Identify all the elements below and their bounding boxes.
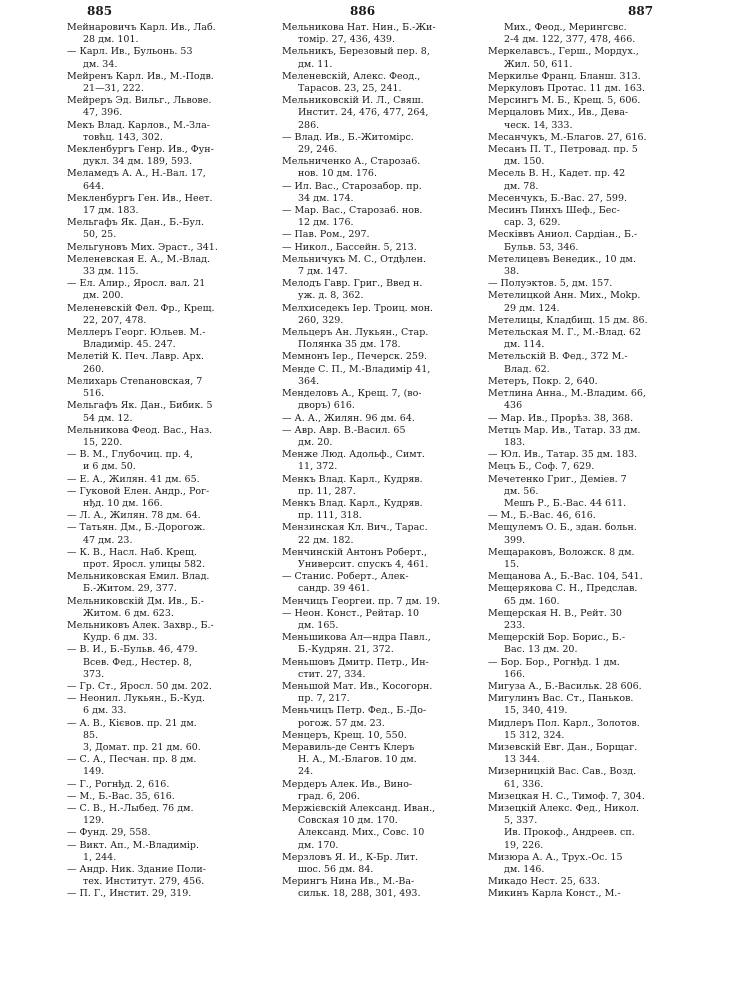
directory-entry-line: Кудр. 6 дм. 33.	[83, 632, 158, 644]
directory-entry-line: Меркилье Франц. Бланш. 313.	[488, 70, 641, 82]
directory-entry-line: 129.	[83, 815, 105, 827]
directory-entry-line: Мерсингъ М. Б., Крещ. 5, 606.	[488, 95, 641, 107]
directory-entry-line: — М., Б.-Вас. 35, 616.	[67, 790, 175, 802]
directory-entry-line: 11, 372.	[298, 461, 338, 473]
directory-entry-line: дм. 200.	[83, 290, 124, 302]
directory-entry-line: дм. 146.	[504, 864, 545, 876]
directory-entry-line: — В. И., Б.-Бульв. 46, 479.	[67, 644, 198, 656]
directory-entry-line: Мельгуновъ Мих. Эраст., 341.	[67, 241, 218, 253]
directory-entry-line: Мечетенко Григ., Деміев. 7	[488, 473, 627, 485]
directory-entry-line: 13 344.	[504, 754, 541, 766]
directory-entry-line: 22 дм. 182.	[298, 534, 354, 546]
directory-entry-line: Меньшикова Ал—ндра Павл.,	[282, 632, 431, 644]
directory-entry-line: Месанчукъ, М.-Благов. 27, 616.	[488, 131, 647, 143]
directory-entry-line: — Влад. Ив., Б.-Житомірс.	[282, 131, 414, 143]
directory-entry-line: Мещерскій Бор. Борис., Б.-	[488, 632, 626, 644]
directory-entry-line: 54 дм. 12.	[83, 412, 133, 424]
directory-entry-line: 29, 246.	[298, 144, 338, 156]
directory-entry-line: Тарасов. 23, 25, 241.	[298, 83, 402, 95]
directory-entry-line: 1, 244.	[83, 851, 117, 863]
directory-entry-line: Мелодъ Гавр. Григ., Введ н.	[282, 278, 423, 290]
directory-entry-line: 24.	[298, 766, 314, 778]
directory-entry-line: Менцеръ, Крещ. 10, 550.	[282, 729, 407, 741]
directory-entry-line: — Никол., Бассейн. 5, 213.	[282, 241, 417, 253]
directory-entry-line: Метеръ, Покр. 2, 640.	[488, 375, 598, 387]
directory-entry-line: Микинъ Карла Конст., М.-	[488, 888, 621, 900]
directory-entry-line: Микадо Нест. 25, 633.	[488, 876, 601, 888]
directory-entry-line: — Неон. Конст., Рейтар. 10	[282, 607, 420, 619]
directory-entry-line: Мельцеръ Ан. Лукьян., Стар.	[282, 327, 429, 339]
directory-entry-line: Мензинская Кл. Вич., Тарас.	[282, 522, 428, 534]
directory-entry-line: 22, 207, 478.	[83, 314, 147, 326]
directory-entry-line: Мещерякова С. Н., Предслав.	[488, 583, 638, 595]
directory-entry-line: 33 дм. 115.	[83, 266, 139, 278]
directory-entry-line: 3, Домат. пр. 21 дм. 60.	[83, 741, 201, 753]
directory-entry-line: 29 дм. 124.	[504, 302, 560, 314]
directory-entry-line: Мейнаровичъ Карл. Ив., Лаб.	[67, 22, 216, 33]
directory-entry-line: Мелeневская Е. А., М.-Влад.	[67, 253, 210, 265]
directory-entry-line: Мекленбургъ Ген. Ив., Неет.	[67, 192, 213, 204]
directory-entry-line: Менчицъ Георгеи. пр. 7 дм. 19.	[282, 595, 441, 607]
directory-entry-line: пр. 11, 287.	[298, 485, 356, 497]
directory-entry-line: 19, 226.	[504, 839, 544, 851]
directory-entry-line: Мейреръ Эд. Вильг., Львове.	[67, 95, 212, 107]
directory-entry-line: Мещулемъ О. Б., здан. больн.	[488, 522, 637, 534]
directory-entry-line: дм. 20.	[298, 436, 333, 448]
directory-entry-line: дм. 56.	[504, 485, 539, 497]
directory-entry-line: Меллеръ Георг. Юльев. М.-	[67, 327, 206, 339]
directory-entry-line: Мельникъ, Березовый пер. 8,	[282, 46, 430, 58]
directory-entry-line: Всев. Фед., Нестер. 8,	[83, 656, 193, 668]
directory-entry-line: 15 312, 324.	[504, 729, 565, 741]
directory-entry-line: Меравиль-де Сентъ Клеръ	[282, 741, 415, 753]
directory-entry-line: — Мар. Ив., Прорѣз. 38, 368.	[488, 412, 634, 424]
directory-entry-line: — Андр. Ник. Здание Поли-	[67, 864, 206, 876]
directory-entry-line: 85.	[83, 729, 99, 741]
directory-entry-line: град. 6, 206.	[298, 790, 360, 802]
directory-entry-line: 28 дм. 101.	[83, 34, 139, 46]
directory-entry-line: сильк. 18, 288, 301, 493.	[298, 888, 421, 900]
directory-entry-line: — Бор. Бор., Рогнђд. 1 дм.	[488, 656, 620, 668]
directory-entry-line: Мецъ Б., Соф. 7, 629.	[488, 461, 595, 473]
directory-entry-line: — А. А., Жилян. 96 дм. 64.	[282, 412, 415, 424]
directory-entry-line: Мигулинъ Вас. Ст., Паньков.	[488, 693, 634, 705]
directory-entry-line: 260.	[83, 363, 105, 375]
directory-entry-line: — Викт. Ап., М.-Владимір.	[67, 839, 199, 851]
directory-entry-line: Университ. спускъ 4, 461.	[298, 558, 429, 570]
directory-entry-line: 12 дм. 176.	[298, 217, 354, 229]
directory-entry-line: Мешъ Р., Б.-Вас. 44 611.	[504, 497, 627, 509]
directory-entry-line: Месанъ П. Т., Петровад. пр. 5	[488, 144, 638, 156]
directory-entry-line: Метлина Анна., М.-Владим. 66,	[488, 388, 646, 400]
directory-entry-line: Владимір. 45. 247.	[83, 339, 176, 351]
directory-entry-line: Мельниковскій И. Л., Свяш.	[282, 95, 424, 107]
directory-entry-line: Мидлеръ Пол. Карл., Золотов.	[488, 717, 640, 729]
directory-entry-line: дм. 11.	[298, 58, 333, 70]
directory-entry-line: Менчинскій Антонъ Роберт.,	[282, 546, 428, 558]
directory-entry-line: — М., Б.-Вас. 46, 616.	[488, 510, 596, 522]
directory-entry-line: дм. 150.	[504, 156, 545, 168]
directory-entry-line: Меламедъ А. А., Н.-Вал. 17,	[67, 168, 206, 180]
directory-entry-line: 399.	[504, 534, 526, 546]
directory-entry-line: — Г., Рогнђд. 2, 616.	[67, 778, 170, 790]
directory-entry-line: 38.	[504, 266, 520, 278]
directory-entry-line: Менкъ Влад. Карл., Кудряв.	[282, 473, 423, 485]
directory-entry-line: Бульв. 53, 346.	[504, 241, 579, 253]
directory-entry-line: и 6 дм. 50.	[83, 461, 136, 473]
directory-entry-line: 15.	[504, 558, 520, 570]
directory-entry-line: стит. 27, 334.	[298, 668, 366, 680]
directory-entry-line: дм. 78.	[504, 180, 539, 192]
directory-entry-line: 373.	[83, 668, 105, 680]
directory-entry-line: дм. 34.	[83, 58, 118, 70]
directory-entry-line: товћц. 143, 302.	[83, 131, 163, 143]
directory-entry-line: Ив. Прокоф., Андреев. сп.	[504, 827, 635, 839]
directory-entry-line: Мельникова Феод. Вас., Наз.	[67, 424, 213, 436]
directory-entry-line: пр. 111, 318.	[298, 510, 362, 522]
directory-entry-line: Мещерская Н. В., Рейт. 30	[488, 607, 622, 619]
directory-entry-line: Б.-Кудрян. 21, 372.	[298, 644, 394, 656]
directory-entry-line: Месенчукъ, Б.-Вас. 27, 599.	[488, 192, 628, 204]
directory-entry-line: сар. 3, 629.	[504, 217, 561, 229]
directory-entry-line: Мержієвскій Александ. Иван.,	[282, 803, 436, 814]
directory-entry-line: — Е. А., Жилян. 41 дм. 65.	[67, 473, 200, 485]
directory-entry-line: Н. А., М.-Благов. 10 дм.	[298, 754, 417, 766]
directory-entry-line: — С. В., Н.-Лыбед. 76 дм.	[67, 803, 194, 814]
directory-entry-line: Мердеръ Алек. Ив., Вино-	[282, 778, 413, 790]
directory-entry-line: Менде С. П., М.-Владимір 41,	[282, 363, 431, 375]
directory-entry-line: Меньшой Мат. Ив., Косогорн.	[282, 680, 433, 692]
directory-entry-line: 233.	[504, 619, 526, 631]
directory-entry-line: Меркелавсъ., Герш., Мордух.,	[488, 46, 639, 58]
directory-entry-line: 5, 337.	[504, 815, 538, 827]
directory-entry-line: дукл. 34 дм. 189, 593.	[83, 156, 193, 168]
directory-entry-line: Мельниковъ Алек. Захвр., Б.-	[67, 619, 214, 631]
directory-entry-line: Менже Люд. Адольф., Симт.	[282, 449, 425, 461]
directory-entry-line: Мелихарь Стеnановская, 7	[67, 375, 203, 387]
directory-entry-line: Александ. Мих., Совс. 10	[298, 827, 425, 839]
directory-entry-line: 50, 25.	[83, 229, 117, 241]
directory-entry-line: Совская 10 дм. 170.	[298, 815, 398, 827]
directory-entry-line: Месель В. Н., Кадет. пр. 42	[488, 168, 626, 180]
directory-entry-line: Мелхиседекъ Іер. Троиц. мон.	[282, 302, 434, 314]
directory-entry-line: 15, 220.	[83, 436, 123, 448]
directory-entry-line: Жил. 50, 611.	[504, 58, 573, 70]
directory-entry-line: — Юл. Ив., Татар. 35 дм. 183.	[488, 449, 638, 461]
directory-entry-line: 516.	[83, 388, 105, 400]
directory-entry-line: 21—31, 222.	[83, 83, 144, 95]
directory-entry-line: Полянка 35 дм. 178.	[298, 339, 401, 351]
directory-entry-line: 149.	[83, 766, 105, 778]
directory-entry-line: 260, 329.	[298, 314, 344, 326]
directory-entry-line: уж. д. 8, 362.	[298, 290, 364, 302]
directory-entry-line: 34 дм. 174.	[298, 192, 354, 204]
directory-entry-line: Метелицевъ Венедик., 10 дм.	[488, 253, 636, 265]
directory-entry-line: Метелицы, Кладбищ. 15 дм. 86.	[488, 314, 648, 326]
directory-entry-line: Метелицкой Анн. Мих., Mokp.	[488, 290, 641, 302]
page-number-right: 887	[628, 4, 654, 18]
directory-entry-line: Мельниченко А., Староза6.	[282, 156, 421, 168]
directory-entry-line: 6 дм. 33.	[83, 705, 127, 717]
directory-entry-line: Мих., Феод., Мерингсвс.	[504, 22, 627, 33]
directory-entry-line: Мельниковскій Дм. Ив., Б.-	[67, 595, 204, 607]
directory-entry-line: — Авр. Авр. В.-Васил. 65	[282, 424, 406, 436]
directory-entry-line: 166.	[504, 668, 526, 680]
directory-entry-line: — Гр. Ст., Яросл. 50 дм. 202.	[67, 680, 212, 692]
directory-entry-line: — В. М., Глубочиц. пр. 4,	[67, 449, 193, 461]
directory-entry-line: дм. 165.	[298, 619, 339, 631]
directory-entry-line: Мельничукъ М. С., Отдђлен.	[282, 253, 427, 265]
directory-entry-line: Менделовъ А., Крещ. 7, (во-	[282, 388, 422, 400]
directory-entry-line: — Карл. Ив., Бульонь. 53	[67, 46, 193, 58]
directory-entry-line: 644.	[83, 180, 105, 192]
directory-entry-line: Метельскій В. Фед., 372 М.-	[488, 351, 628, 363]
directory-entry-line: Мерцаловъ Мих., Ив., Дева-	[488, 107, 629, 119]
directory-entry-line: Мигуза А., Б.-Васильк. 28 606.	[488, 680, 642, 692]
directory-entry-line: Вас. 13 дм. 20.	[504, 644, 578, 656]
directory-entry-line: рогож. 57 дм. 23.	[298, 717, 385, 729]
directory-entry-line: Мещанова А., Б.-Вас. 104, 541.	[488, 571, 643, 583]
directory-entry-line: Месинъ Пинхъ Шеф., Бес-	[488, 205, 620, 217]
directory-entry-line: 183.	[504, 436, 526, 448]
directory-entry-line: 286.	[298, 119, 320, 131]
directory-entry-line: 47, 396.	[83, 107, 123, 119]
page-number-center: 886	[350, 4, 376, 18]
directory-entry-line: Мейренъ Карл. Ив., М.-Подв.	[67, 70, 214, 82]
directory-entry-line: 436	[504, 400, 523, 412]
directory-entry-line: 7 дм. 147.	[298, 266, 348, 278]
directory-entry-line: дм. 170.	[298, 839, 339, 851]
directory-entry-line: Меньчицъ Петр. Фед., Б.-До-	[282, 705, 427, 717]
directory-entry-line: — П. Г., Инстит. 29, 319.	[67, 888, 192, 900]
directory-entry-line: Мизецкая Н. С., Тимоф. 7, 304.	[488, 790, 645, 802]
directory-entry-line: Мерзловъ Я. И., К-Бр. Лит.	[282, 851, 419, 863]
directory-entry-line: Мельгафъ Як. Дан., Б.-Бул.	[67, 217, 204, 229]
directory-entry-line: — Полуэктов. 5, дм. 157.	[488, 278, 613, 290]
directory-entry-line: — К. В., Насл. Наб. Крещ.	[67, 546, 197, 558]
directory-entry-line: 65 дм. 160.	[504, 595, 560, 607]
directory-entry-line: Мещараковъ, Воложск. 8 дм.	[488, 546, 635, 558]
directory-entry-line: Мерингъ Нина Ив., М.-Ва-	[282, 876, 415, 888]
directory-entry-line: Мелeневскій Фел. Фр., Крещ.	[67, 302, 215, 314]
directory-entry-line: — Станис. Роберт., Алек-	[282, 571, 409, 583]
directory-entry-line: — Л. А., Жилян. 78 дм. 64.	[67, 510, 201, 522]
directory-entry-line: — С. А., Песчан. пр. 8 дм.	[67, 754, 197, 766]
directory-column-1	[67, 22, 272, 901]
directory-entry-line: Мизевскій Евг. Дан., Борщаг.	[488, 741, 638, 753]
directory-entry-line: — Ил. Вас., Старозабор. пр.	[282, 180, 422, 192]
directory-entry-line: Мельникова Нат. Нин., Б.-Жи-	[282, 22, 436, 33]
directory-entry-line: тех. Институт. 279, 456.	[83, 876, 205, 888]
directory-entry-line: Мельниковская Емил. Влад.	[67, 571, 210, 583]
directory-entry-line: пр. 7, 217.	[298, 693, 350, 705]
directory-entry-line: Мелетій К. Печ. Лавр. Арх.	[67, 351, 204, 363]
directory-entry-line: Месківвъ Аниол. Сардіан., Б.-	[488, 229, 638, 241]
directory-entry-line: Инстит. 24, 476, 477, 264,	[298, 107, 429, 119]
directory-entry-line: Мекъ Влад. Карлов., М.-Зла-	[67, 119, 210, 131]
directory-entry-line: 15, 340, 419.	[504, 705, 568, 717]
directory-entry-line: нов. 10 дм. 176.	[298, 168, 377, 180]
directory-entry-line: Метцъ Мар. Ив., Татар. 33 дм.	[488, 424, 641, 436]
directory-entry-line: — А. В., Кієвов. пр. 21 дм.	[67, 717, 197, 729]
directory-entry-line: Мелeневскій, Алекс. Феод.,	[282, 70, 421, 82]
directory-entry-line: Меркуловъ Протас. 11 дм. 163.	[488, 83, 646, 95]
directory-entry-line: сандр. 39 461.	[298, 583, 370, 595]
directory-entry-line: Мемнонъ Іер., Печерск. 259.	[282, 351, 428, 363]
directory-entry-line: томір. 27, 436, 439.	[298, 34, 395, 46]
directory-entry-line: Мизюра А. А., Трух.-Ос. 15	[488, 851, 623, 863]
directory-entry-line: Б.-Житом. 29, 377.	[83, 583, 177, 595]
directory-entry-line: — Гуковой Елен. Андр., Рог-	[67, 485, 210, 497]
directory-entry-line: Менкъ Влад. Карл., Кудряв.	[282, 497, 423, 509]
directory-column-2	[282, 22, 482, 901]
directory-entry-line: — Ел. Алир., Яросл. вал. 21	[67, 278, 206, 290]
directory-entry-line: нђд. 10 дм. 166.	[83, 497, 163, 509]
directory-entry-line: Мельгафъ Як. Дан., Бибик. 5	[67, 400, 213, 412]
directory-entry-line: 364.	[298, 375, 320, 387]
directory-entry-line: — Пав. Ром., 297.	[282, 229, 370, 241]
directory-entry-line: Мекленбургъ Генр. Ив., Фун-	[67, 144, 214, 156]
directory-entry-line: 61, 336.	[504, 778, 544, 790]
page-number-left: 885	[87, 4, 113, 18]
directory-column-3	[488, 22, 688, 901]
directory-entry-line: дворъ) 616.	[298, 400, 355, 412]
directory-entry-line: Житом. 6 дм. 623.	[83, 607, 174, 619]
directory-entry-line: — Мар. Вас., Староза6. нов.	[282, 205, 423, 217]
directory-entry-line: 2-4 дм. 122, 377, 478, 466.	[504, 34, 636, 46]
directory-entry-line: шос. 56 дм. 84.	[298, 864, 374, 876]
directory-entry-line: Мизецкій Алекс. Фед., Никол.	[488, 803, 640, 814]
directory-entry-line: 17 дм. 183.	[83, 205, 139, 217]
directory-entry-line: — Фунд. 29, 558.	[67, 827, 151, 839]
directory-entry-line: Влад. 62.	[504, 363, 550, 375]
directory-entry-line: дм. 114.	[504, 339, 545, 351]
directory-entry-line: Мизерницкій Вас. Сав., Возд.	[488, 766, 637, 778]
directory-entry-line: прот. Яросл. улицы 582.	[83, 558, 206, 570]
directory-entry-line: ческ. 14, 333.	[504, 119, 573, 131]
directory-entry-line: 47 дм. 23.	[83, 534, 133, 546]
directory-entry-line: Метельская М. Г., М.-Влад. 62	[488, 327, 642, 339]
directory-entry-line: Меньшовъ Дмитр. Петр., Ин-	[282, 656, 429, 668]
directory-entry-line: — Неонил. Лукьян., Б.-Куд.	[67, 693, 205, 705]
directory-entry-line: — Татьян. Дм., Б.-Дорогож.	[67, 522, 206, 534]
